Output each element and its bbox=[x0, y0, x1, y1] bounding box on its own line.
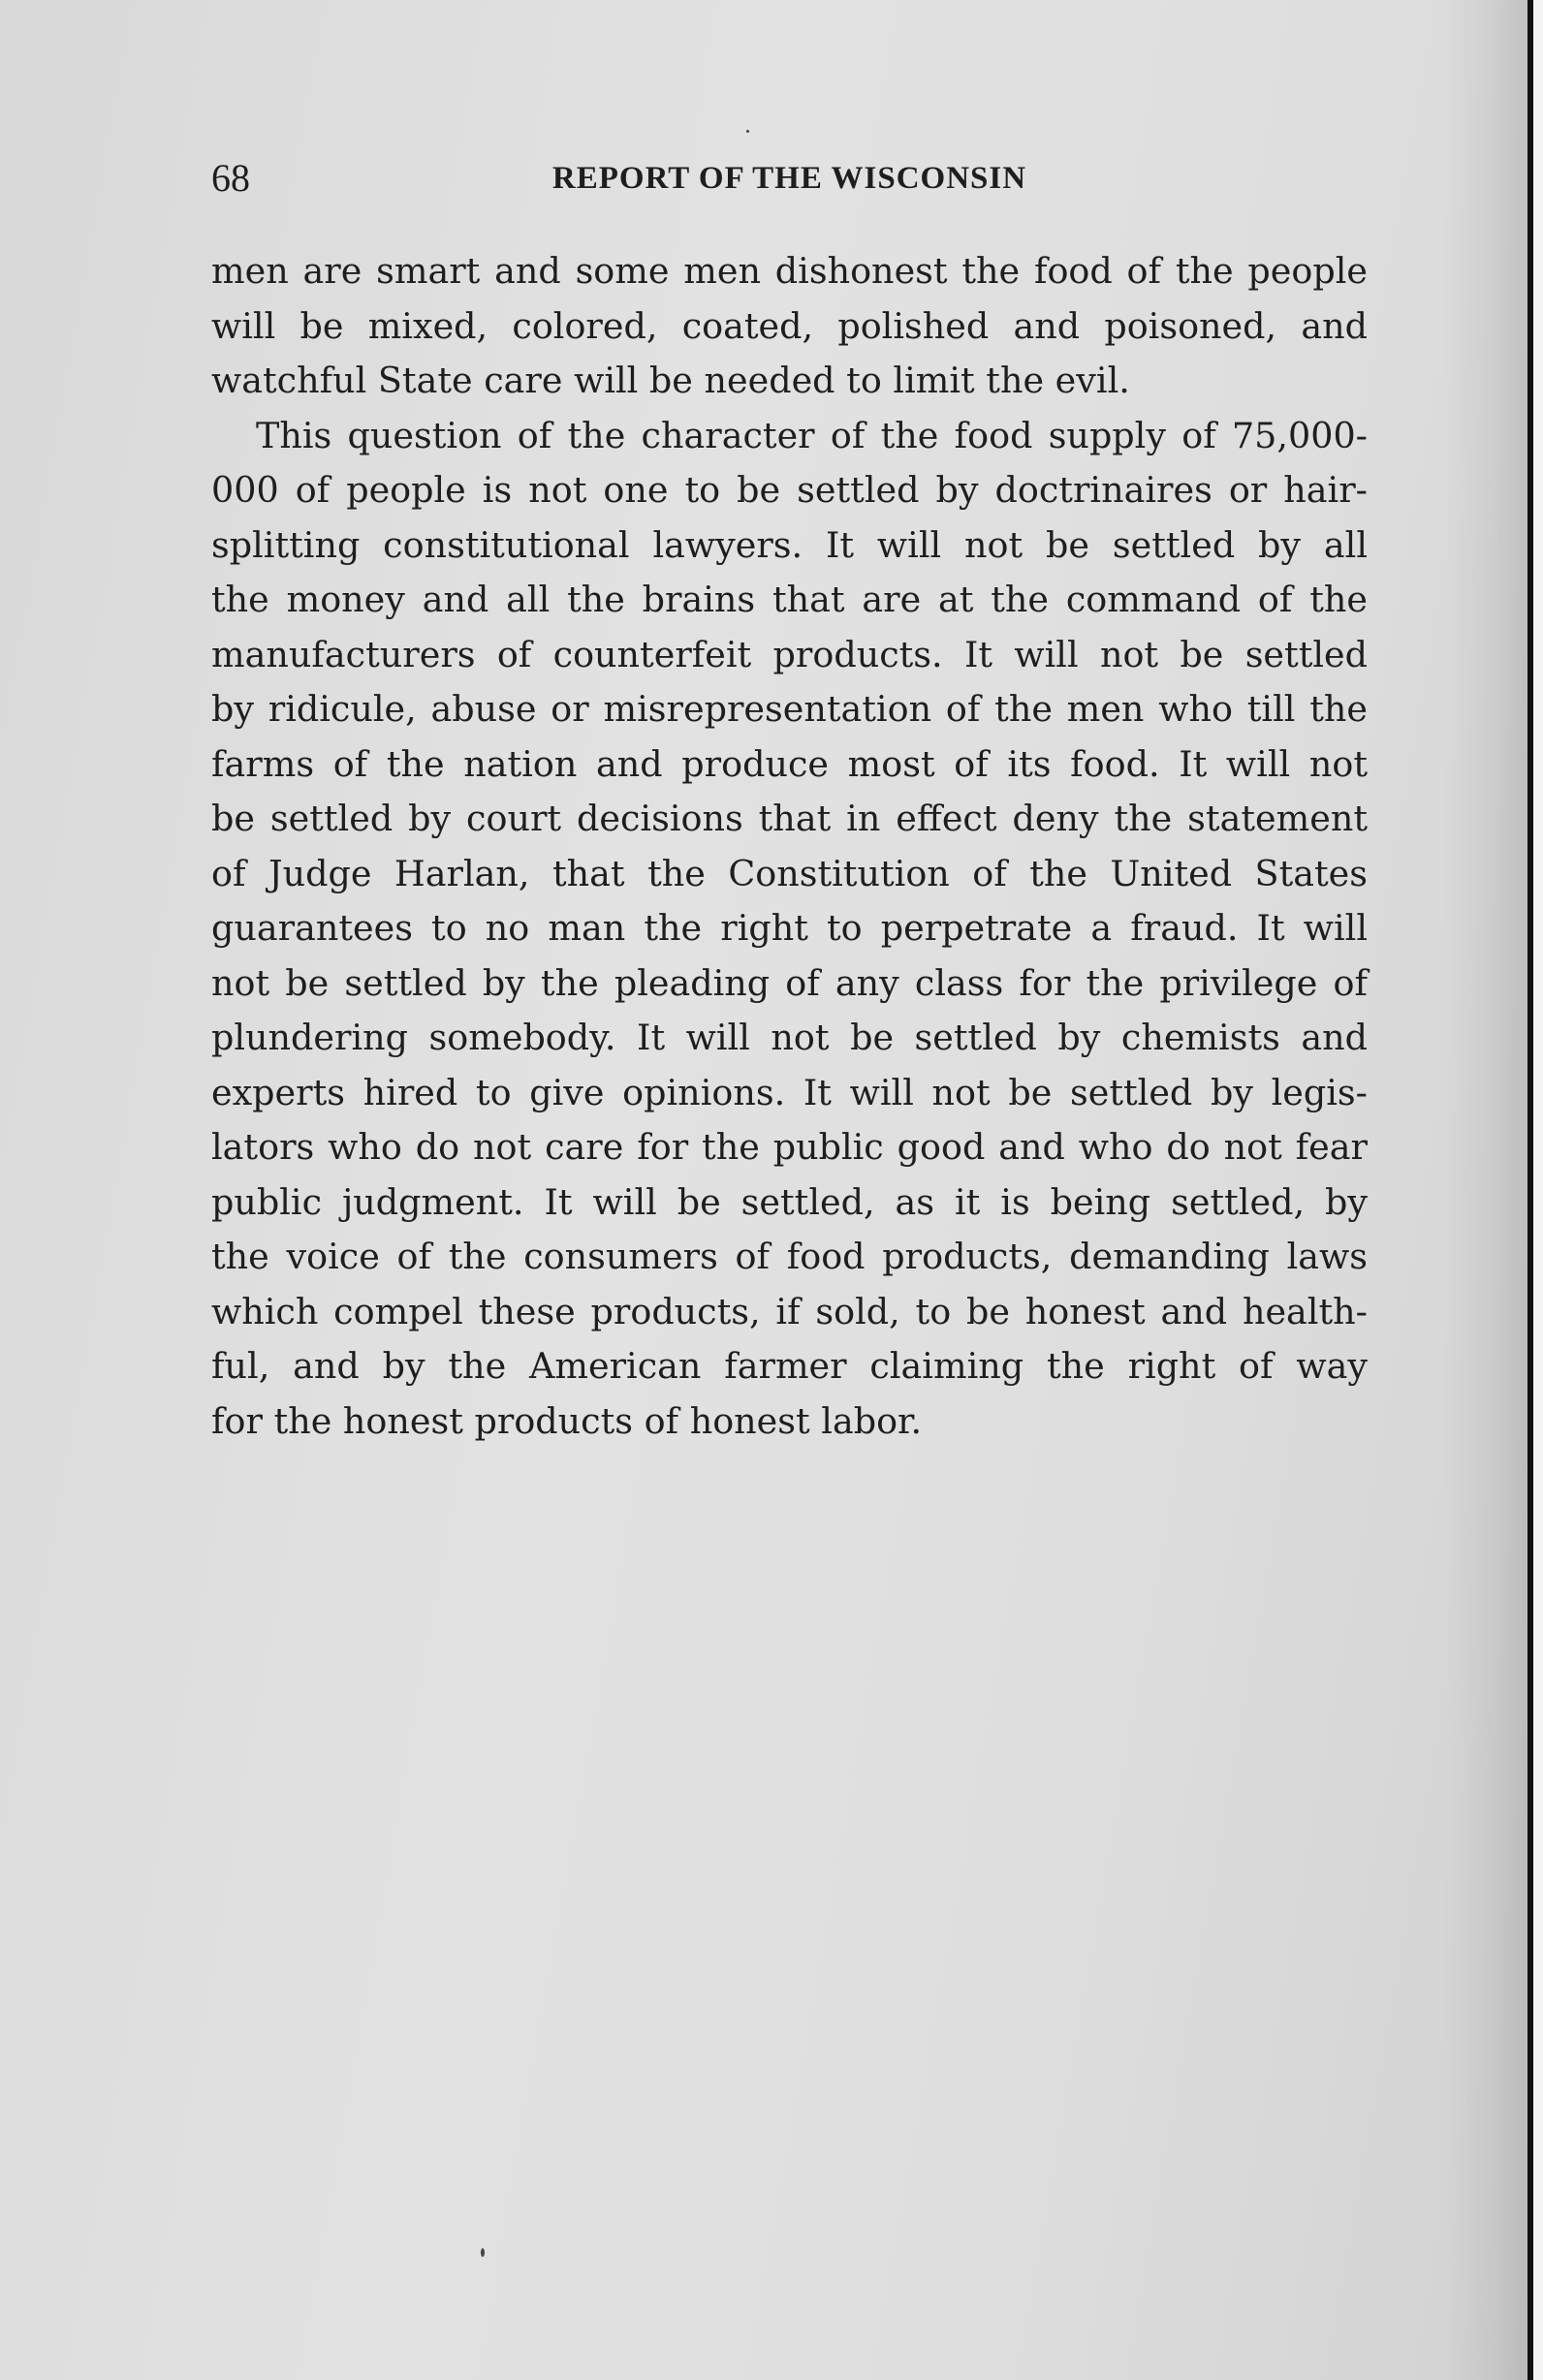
paper-speck bbox=[481, 2248, 485, 2257]
body-text bbox=[211, 244, 1368, 1449]
binding-shadow bbox=[1442, 0, 1529, 2380]
text-line: 000 of people is not one to be settled by doctrinaires or hair- bbox=[211, 469, 1368, 511]
text-line: the money and all the brains that are at the command of the bbox=[211, 579, 1368, 620]
text-line: guarantees to no man the right to perpetrate a fraud. It will bbox=[211, 907, 1368, 949]
text-line: watchful State care will be needed to limit the evil. bbox=[211, 360, 1130, 401]
text-line: which compel these products, if sold, to be honest and health- bbox=[211, 1290, 1368, 1332]
text-line: experts hired to give opinions. It will not be settled by legis- bbox=[211, 1071, 1368, 1113]
text-line: manufacturers of counterfeit products. It will not be settled bbox=[211, 633, 1368, 675]
paper-speck bbox=[746, 130, 749, 133]
running-header bbox=[211, 155, 1368, 202]
text-line: men are smart and some men dishonest the food of the people bbox=[211, 250, 1368, 292]
paragraph-first-line: This question of the character of the food supply of 75,000- bbox=[256, 414, 1368, 456]
page-edge-strip bbox=[1533, 0, 1543, 2380]
text-line: public judgment. It will be settled, as it is being settled, by bbox=[211, 1180, 1368, 1223]
text-line: for the honest products of honest labor. bbox=[211, 1399, 923, 1442]
page-edge-line bbox=[1527, 0, 1533, 2380]
text-line: lators who do not care for the public good and who do not fear bbox=[211, 1126, 1368, 1168]
page-number: 68 bbox=[211, 156, 250, 200]
text-line: not be settled by the pleading of any class for the privilege of bbox=[211, 961, 1368, 1004]
text-line: farms of the nation and produce most of its food. It will not bbox=[211, 742, 1368, 785]
text-line: plundering somebody. It will not be settled by chemists and bbox=[211, 1017, 1368, 1058]
text-line: ful, and by the American farmer claiming the right of way bbox=[211, 1345, 1368, 1387]
text-line: the voice of the consumers of food products, demanding laws bbox=[211, 1236, 1368, 1277]
text-line: of Judge Harlan, that the Constitution of the United States bbox=[211, 852, 1368, 894]
text-line: will be mixed, colored, coated, polished and poisoned, and bbox=[211, 304, 1368, 347]
running-title: REPORT OF THE WISCONSIN bbox=[551, 161, 1027, 196]
text-line: by ridicule, abuse or misrepresentation of the men who till the bbox=[211, 688, 1368, 730]
text-line: be settled by court decisions that in effect deny the statement bbox=[211, 798, 1368, 839]
text-line: splitting constitutional lawyers. It will not be settled by all bbox=[211, 523, 1368, 566]
